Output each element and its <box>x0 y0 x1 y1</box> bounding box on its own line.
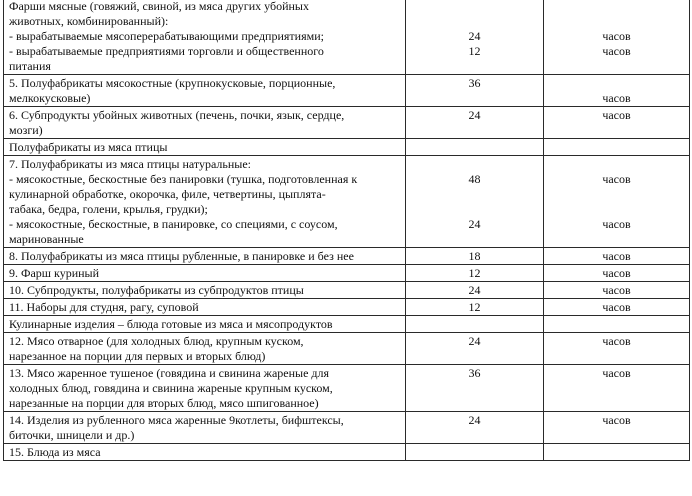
product-text-line: Фарши мясные (говяжий, свиной, из мяса других убойных <box>9 0 309 13</box>
product-text-line: - вырабатываемые мясоперерабатывающими предприятиями; <box>9 29 324 43</box>
storage-term-value: 24 <box>468 217 481 231</box>
product-cell <box>4 299 406 316</box>
unit-cell <box>544 156 690 248</box>
unit-label: часов <box>602 366 631 380</box>
storage-term-cell <box>406 299 544 316</box>
product-text-line: холодных блюд, говядина и свинина жареные крупным куском, <box>9 381 333 395</box>
storage-term-cell <box>406 316 544 333</box>
product-text-line: табака, бедра, голени, крылья, грудки); <box>9 202 208 216</box>
unit-label: часов <box>602 266 631 280</box>
storage-term-value: 12 <box>468 266 481 280</box>
storage-term-cell <box>406 75 544 107</box>
product-text-line: Кулинарные изделия – блюда готовые из мяса и мясопродуктов <box>9 317 333 331</box>
unit-cell <box>544 282 690 299</box>
storage-term-value: 18 <box>468 249 481 263</box>
storage-term-value <box>406 0 543 14</box>
unit-label: часов <box>602 283 631 297</box>
table-row <box>4 444 690 461</box>
product-text-line: нарезанное на порции для первых и вторых блюд) <box>9 349 266 363</box>
table-row <box>4 156 690 248</box>
storage-term-cell <box>406 412 544 444</box>
table-row <box>4 75 690 107</box>
product-cell <box>4 444 406 461</box>
product-text-line: - мясокостные, бескостные без панировки (тушка, подготовленная к <box>9 172 358 186</box>
storage-term-value: 12 <box>468 44 481 58</box>
storage-term-cell <box>406 0 544 75</box>
unit-label <box>544 157 689 172</box>
unit-label: часов <box>602 172 631 186</box>
table-body <box>4 0 690 461</box>
unit-label: часов <box>602 217 631 231</box>
unit-cell <box>544 365 690 412</box>
storage-term-cell <box>406 333 544 365</box>
storage-term-value: 24 <box>468 29 481 43</box>
product-text-line: 10. Субпродукты, полуфабрикаты из субпродуктов птицы <box>9 283 304 297</box>
table-row <box>4 107 690 139</box>
storage-term-value: 24 <box>468 283 481 297</box>
table-row <box>4 365 690 412</box>
table-row <box>4 248 690 265</box>
product-text-line: 13. Мясо жаренное тушеное (говядина и свинина жареные для <box>9 366 330 380</box>
storage-term-value: 24 <box>468 413 481 427</box>
storage-term-cell <box>406 107 544 139</box>
unit-label <box>544 14 689 29</box>
unit-label: часов <box>602 334 631 348</box>
unit-label <box>544 0 689 14</box>
product-text-line: 7. Полуфабрикаты из мяса птицы натуральные: <box>9 157 252 171</box>
table-row <box>4 282 690 299</box>
storage-term-cell <box>406 248 544 265</box>
unit-cell <box>544 444 690 461</box>
product-text-line: животных, комбинированный): <box>9 14 169 28</box>
product-cell <box>4 333 406 365</box>
storage-term-value <box>406 202 543 217</box>
product-cell <box>4 139 406 156</box>
unit-label <box>544 187 689 202</box>
unit-label: часов <box>602 413 631 427</box>
product-text-line: 11. Наборы для студня, рагу, суповой <box>9 300 199 314</box>
storage-term-value <box>406 157 543 172</box>
storage-term-value: 24 <box>468 108 481 122</box>
storage-term-value <box>406 14 543 29</box>
product-text-line: нарезанные на порции для вторых блюд, мясо шпигованное) <box>9 396 319 410</box>
unit-cell <box>544 107 690 139</box>
unit-cell <box>544 139 690 156</box>
unit-label: часов <box>602 108 631 122</box>
product-text-line: кулинарной обработке, окорочка, филе, четвертины, цыплята- <box>9 187 326 201</box>
table-row <box>4 0 690 75</box>
product-text-line: 8. Полуфабрикаты из мяса птицы рубленные, в панировке и без нее <box>9 249 354 263</box>
storage-term-cell <box>406 365 544 412</box>
product-cell <box>4 365 406 412</box>
storage-term-cell <box>406 139 544 156</box>
product-text-line: питания <box>9 59 51 73</box>
product-text-line: биточки, шницели и др.) <box>9 428 135 442</box>
product-text-line: 14. Изделия из рубленного мяса жаренные 9котлеты, бифштексы, <box>9 413 344 427</box>
product-text-line: мелкокусковые) <box>9 91 91 105</box>
product-text-line: 9. Фарш куриный <box>9 266 100 280</box>
product-text-line: 6. Субпродукты убойных животных (печень, почки, язык, сердце, <box>9 108 345 122</box>
product-cell <box>4 265 406 282</box>
product-cell <box>4 282 406 299</box>
product-cell <box>4 75 406 107</box>
table-row <box>4 139 690 156</box>
product-text-line: Полуфабрикаты из мяса птицы <box>9 140 168 154</box>
unit-label: часов <box>602 300 631 314</box>
product-text-line: - вырабатываемые предприятиями торговли и общественного <box>9 44 324 58</box>
storage-term-value: 12 <box>468 300 481 314</box>
product-cell <box>4 316 406 333</box>
storage-term-value: 36 <box>468 366 481 380</box>
storage-term-value: 36 <box>468 76 481 90</box>
product-text-line: маринованные <box>9 232 84 246</box>
table-row <box>4 299 690 316</box>
unit-cell <box>544 0 690 75</box>
product-text-line: 15. Блюда из мяса <box>9 445 101 459</box>
unit-label: часов <box>602 44 631 58</box>
unit-label <box>544 202 689 217</box>
unit-label: часов <box>602 249 631 263</box>
table-row <box>4 316 690 333</box>
product-text-line: - мясокостные, бескостные, в панировке, со специями, с соусом, <box>9 217 338 231</box>
storage-term-value: 48 <box>468 172 481 186</box>
storage-term-cell <box>406 282 544 299</box>
unit-cell <box>544 265 690 282</box>
storage-term-cell <box>406 265 544 282</box>
unit-label <box>544 76 689 91</box>
table-row <box>4 265 690 282</box>
storage-term-value <box>406 187 543 202</box>
unit-cell <box>544 316 690 333</box>
unit-cell <box>544 75 690 107</box>
table-row <box>4 412 690 444</box>
unit-label: часов <box>602 29 631 43</box>
product-text-line: 5. Полуфабрикаты мясокостные (крупнокусковые, порционные, <box>9 76 336 90</box>
unit-label: часов <box>602 91 631 105</box>
product-text-line: 12. Мясо отварное (для холодных блюд, крупным куском, <box>9 334 304 348</box>
product-cell <box>4 0 406 75</box>
unit-cell <box>544 412 690 444</box>
product-text-line: мозги) <box>9 123 43 137</box>
storage-terms-table <box>3 0 690 461</box>
unit-cell <box>544 333 690 365</box>
storage-term-cell <box>406 444 544 461</box>
storage-term-value: 24 <box>468 334 481 348</box>
unit-cell <box>544 299 690 316</box>
storage-term-cell <box>406 156 544 248</box>
product-cell <box>4 248 406 265</box>
product-cell <box>4 412 406 444</box>
unit-cell <box>544 248 690 265</box>
table-row <box>4 333 690 365</box>
product-cell <box>4 107 406 139</box>
product-cell <box>4 156 406 248</box>
